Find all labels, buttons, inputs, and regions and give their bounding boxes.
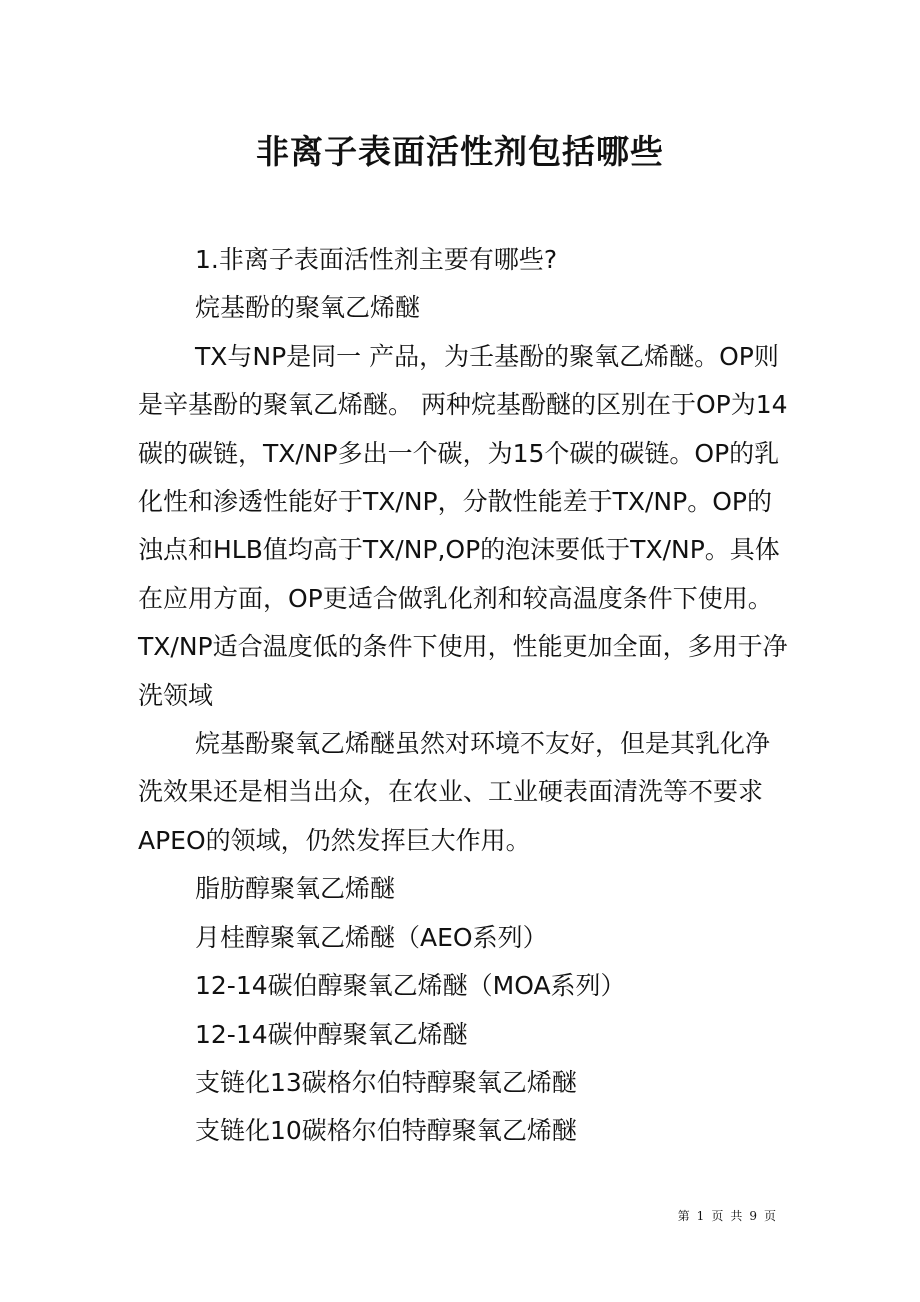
footer-total: 9 [749, 1209, 758, 1223]
list-item-guerbet-13: 支链化13碳格尔伯特醇聚氧乙烯醚 [195, 1067, 577, 1097]
paragraph-heading-fatty-alcohol: 脂肪醇聚氧乙烯醚 [195, 874, 396, 904]
footer-prefix: 第 [677, 1209, 691, 1223]
document-body [138, 236, 788, 1156]
page-number-footer [675, 1206, 780, 1226]
footer-page: 1 [696, 1209, 706, 1223]
paragraph-heading-alkylphenol: 烷基酚的聚氧乙烯醚 [195, 293, 421, 323]
document-title: 非离子表面活性剂包括哪些 [256, 132, 664, 171]
list-item-moa: 12-14碳伯醇聚氧乙烯醚（MOA系列） [195, 971, 626, 1001]
list-item-guerbet-10: 支链化10碳格尔伯特醇聚氧乙烯醚 [195, 1116, 577, 1146]
list-item-aeo: 月桂醇聚氧乙烯醚（AEO系列） [195, 922, 548, 952]
paragraph-tx-np-op: TX与NP是同一 产品，为壬基酚的聚氧乙烯醚。OP则是辛基酚的聚氧乙烯醚。 两种烷基酚醚的区别在于OP为14碳的碳链，TX/NP多出一个碳，为15个碳的碳链。OP的乳化性和渗透性能好于TX/NP，分散性能差于TX/NP。OP的浊点和HLB值均高于TX/NP,OP的泡沫要低于TX/NP。具体在应用方面，OP更适合做乳化剂和较高温度条件下使用。TX/NP适合温度低的条件下使用，性能更加全面，多用于净洗领域 [138, 341, 788, 710]
footer-total-unit: 页 [763, 1209, 777, 1223]
footer-total-prefix: 共 [730, 1209, 744, 1223]
paragraph-apeo-note: 烷基酚聚氧乙烯醚虽然对环境不友好，但是其乳化净洗效果还是相当出众，在农业、工业硬表面清洗等不要求APEO的领域，仍然发挥巨大作用。 [138, 729, 771, 855]
footer-page-unit: 页 [711, 1209, 725, 1223]
paragraph-question: 1.非离子表面活性剂主要有哪些? [195, 245, 558, 274]
list-item-secondary-alcohol: 12-14碳仲醇聚氧乙烯醚 [195, 1019, 468, 1049]
